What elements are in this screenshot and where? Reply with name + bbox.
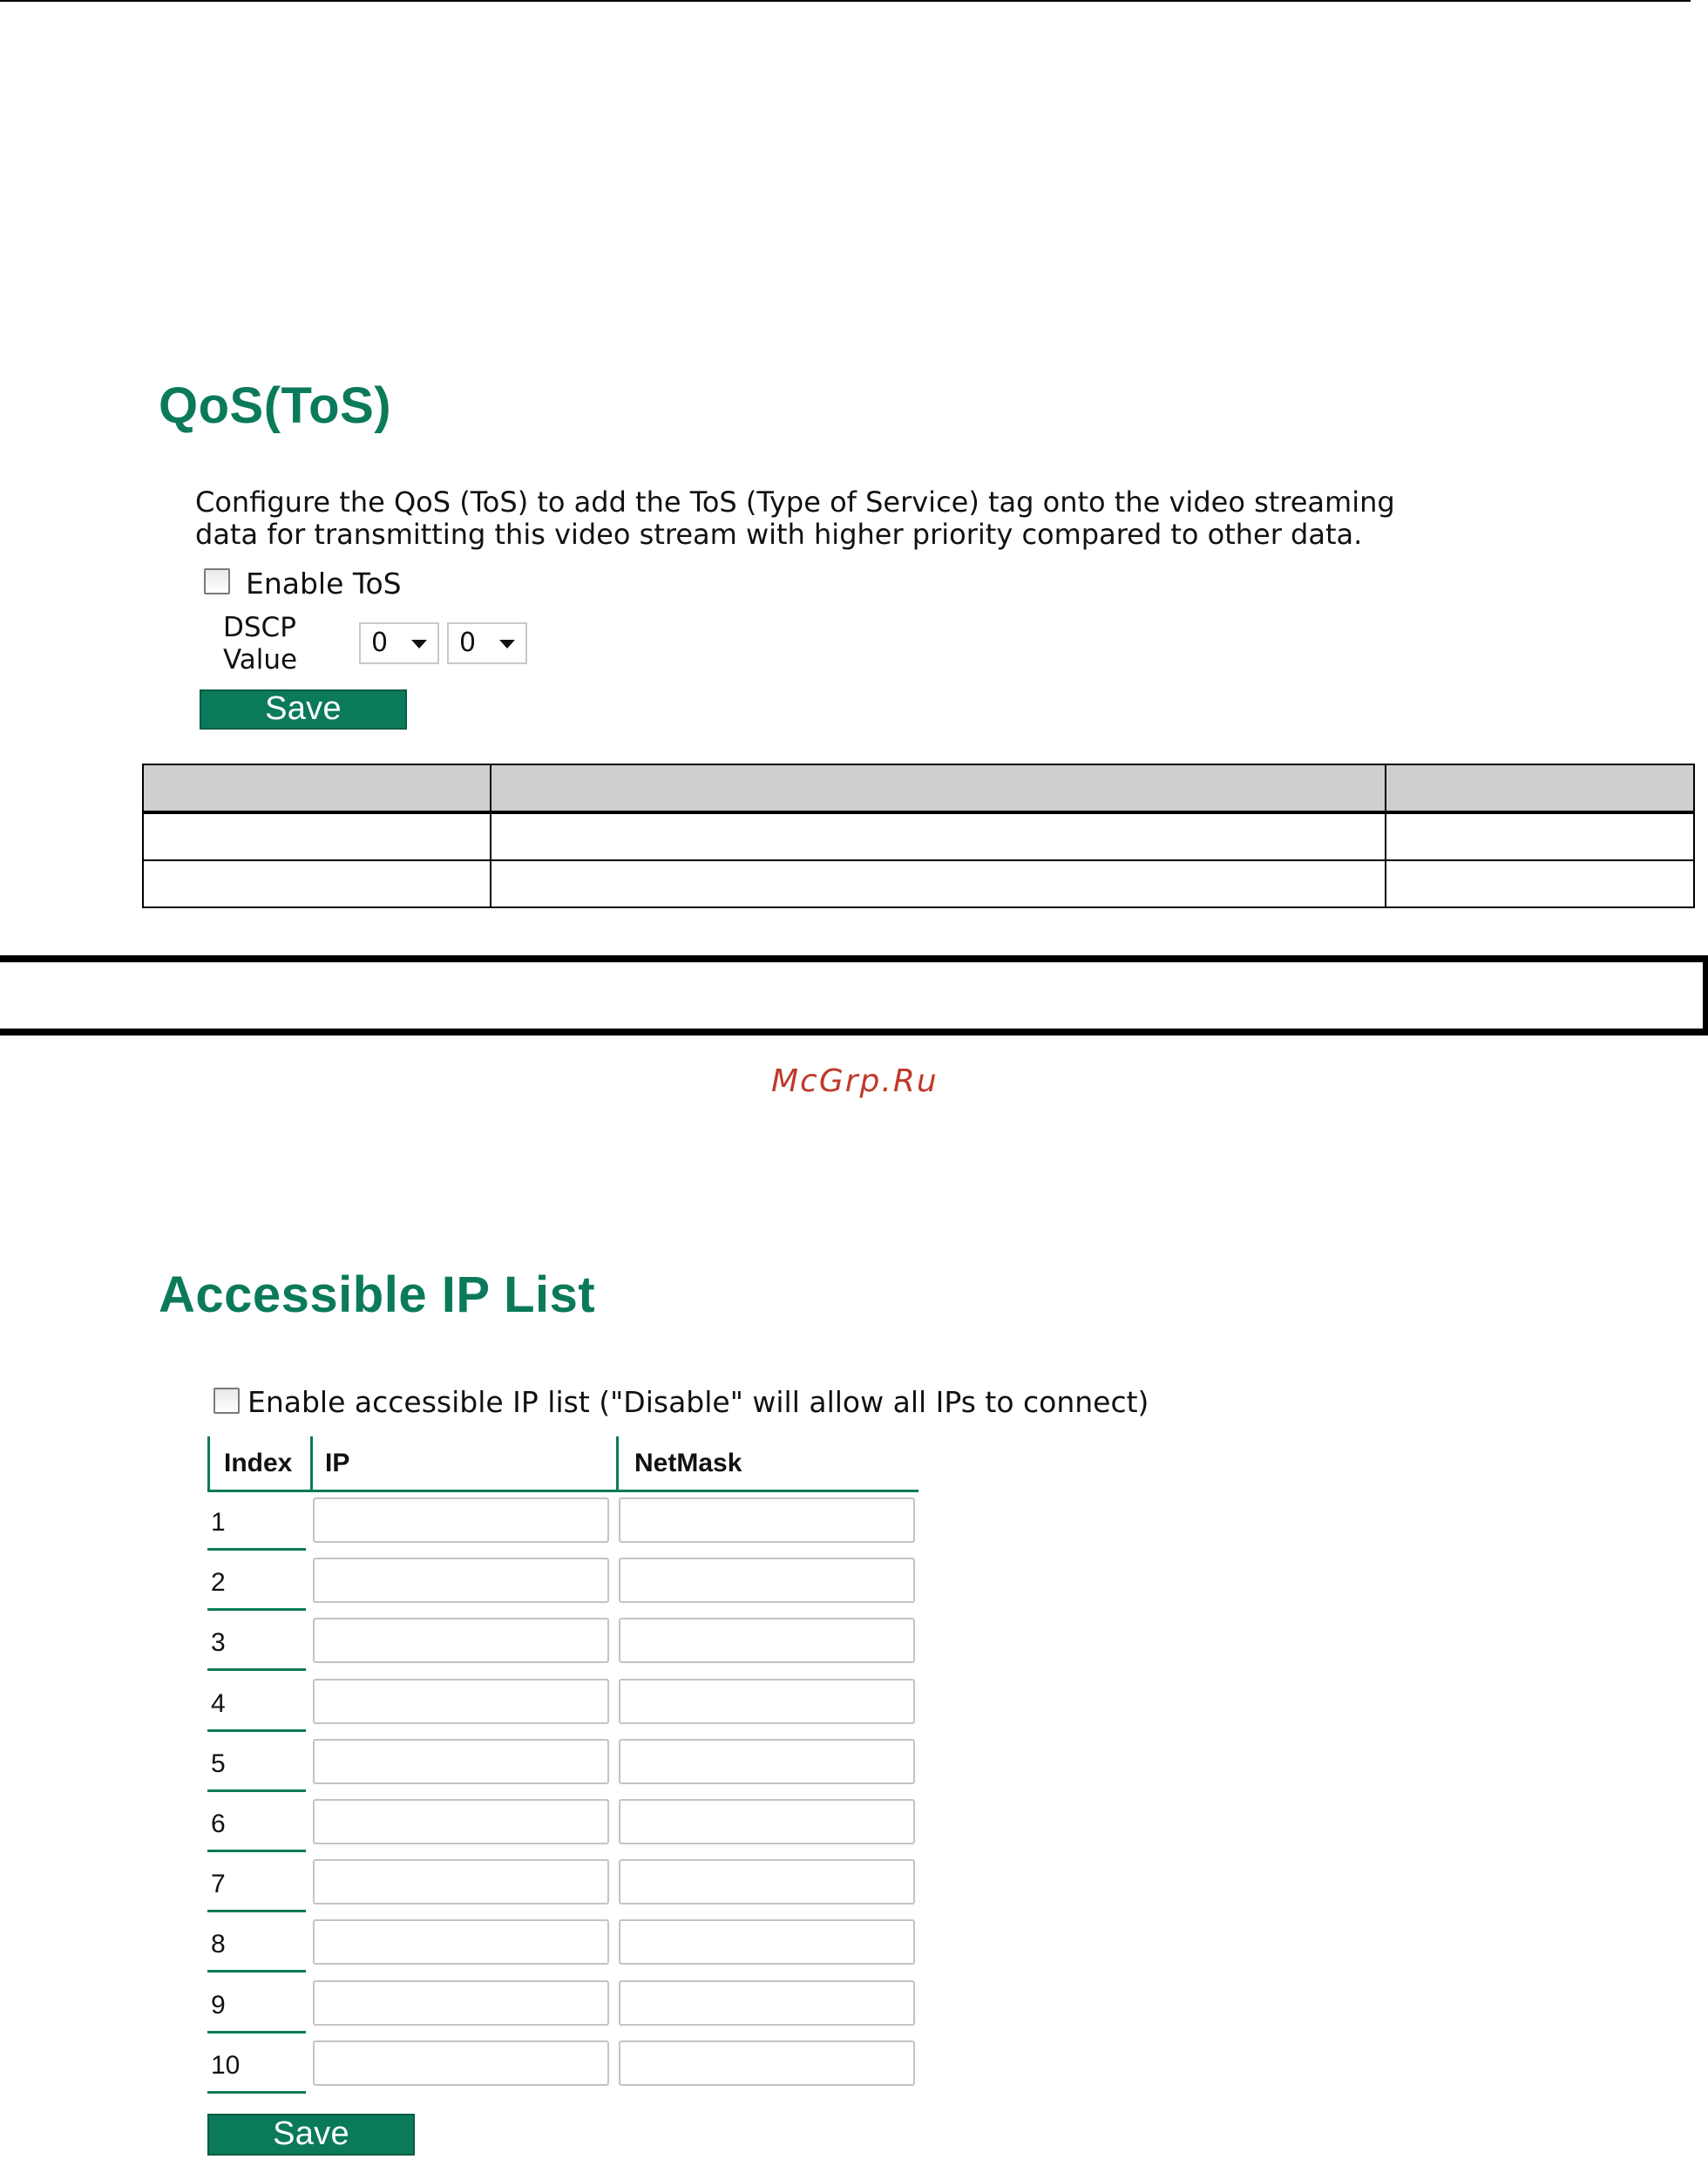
page-top-rule bbox=[0, 0, 1691, 2]
ip-row-index-underline bbox=[207, 1608, 306, 1611]
ip-field[interactable] bbox=[313, 2040, 609, 2086]
ip-field[interactable] bbox=[313, 1679, 609, 1724]
ip-row-index: 4 bbox=[211, 1689, 226, 1718]
enable-accessible-ip-checkbox[interactable] bbox=[214, 1388, 240, 1414]
dscp-label-line-2: Value bbox=[223, 644, 298, 676]
netmask-field[interactable] bbox=[619, 1799, 915, 1844]
ip-row-index: 7 bbox=[211, 1870, 226, 1898]
ip-row-index: 9 bbox=[211, 1991, 226, 2020]
dscp-select-2-value: 0 bbox=[459, 628, 477, 658]
dscp-select-2[interactable] bbox=[447, 622, 527, 664]
netmask-column-label: NetMask bbox=[634, 1449, 742, 1477]
index-column-label: Index bbox=[224, 1449, 293, 1477]
netmask-field[interactable] bbox=[619, 1980, 915, 2026]
ip-row-index-underline bbox=[207, 1789, 306, 1792]
netmask-field[interactable] bbox=[619, 1679, 915, 1724]
ip-row-index: 6 bbox=[211, 1810, 226, 1838]
netmask-field[interactable] bbox=[619, 1558, 915, 1603]
enable-accessible-ip-label: Enable accessible IP list ("Disable" will allow all IPs to connect) bbox=[247, 1385, 1149, 1419]
netmask-field[interactable] bbox=[619, 1497, 915, 1543]
chevron-down-icon bbox=[411, 640, 427, 648]
qos-section-title: QoS(ToS) bbox=[159, 377, 392, 434]
netmask-field[interactable] bbox=[619, 1618, 915, 1663]
ip-row-index-underline bbox=[207, 1548, 306, 1551]
ip-row-index-underline bbox=[207, 2091, 306, 2094]
ip-field[interactable] bbox=[313, 1799, 609, 1844]
index-column-header bbox=[207, 1436, 306, 1491]
ip-field[interactable] bbox=[313, 1919, 609, 1965]
ip-row-index-underline bbox=[207, 1970, 306, 1972]
accessible-ip-section-title: Accessible IP List bbox=[159, 1266, 596, 1323]
ip-field[interactable] bbox=[313, 1980, 609, 2026]
dscp-select-1[interactable] bbox=[359, 622, 439, 664]
netmask-column-header bbox=[616, 1436, 918, 1491]
ip-row-index: 3 bbox=[211, 1628, 226, 1657]
ip-field[interactable] bbox=[313, 1739, 609, 1784]
netmask-field[interactable] bbox=[619, 2040, 915, 2086]
enable-tos-checkbox[interactable] bbox=[204, 568, 230, 594]
watermark-text: McGrp.Ru bbox=[771, 1063, 939, 1099]
empty-table bbox=[142, 764, 1695, 908]
ip-row-index: 1 bbox=[211, 1508, 226, 1537]
netmask-field[interactable] bbox=[619, 1739, 915, 1784]
ip-row-index-underline bbox=[207, 1729, 306, 1732]
dscp-label-line-1: DSCP bbox=[223, 612, 296, 643]
accessible-ip-save-button[interactable]: Save bbox=[207, 2114, 415, 2156]
empty-table-row-divider bbox=[142, 859, 1695, 861]
ip-row-index-underline bbox=[207, 2031, 306, 2034]
ip-field[interactable] bbox=[313, 1497, 609, 1543]
ip-row-index: 8 bbox=[211, 1930, 226, 1959]
ip-row-index-underline bbox=[207, 1668, 306, 1671]
qos-save-button[interactable]: Save bbox=[200, 689, 407, 730]
ip-row-index: 2 bbox=[211, 1568, 226, 1597]
boxed-bar bbox=[0, 955, 1708, 1035]
ip-column-header bbox=[310, 1436, 615, 1491]
dscp-select-1-value: 0 bbox=[371, 628, 389, 658]
ip-row-index-underline bbox=[207, 1850, 306, 1852]
ip-column-label: IP bbox=[325, 1449, 350, 1477]
chevron-down-icon bbox=[499, 640, 515, 648]
ip-field[interactable] bbox=[313, 1859, 609, 1905]
header-underline bbox=[207, 1490, 918, 1492]
qos-description-line-2: data for transmitting this video stream with higher priority compared to other data. bbox=[195, 518, 1363, 551]
netmask-field[interactable] bbox=[619, 1859, 915, 1905]
enable-tos-label: Enable ToS bbox=[246, 567, 402, 601]
netmask-field[interactable] bbox=[619, 1919, 915, 1965]
dscp-value-label bbox=[223, 612, 297, 676]
ip-row-index-underline bbox=[207, 1910, 306, 1912]
qos-description-line-1: Configure the QoS (ToS) to add the ToS (Type of Service) tag onto the video streaming bbox=[195, 485, 1395, 519]
ip-field[interactable] bbox=[313, 1618, 609, 1663]
ip-row-index: 5 bbox=[211, 1749, 226, 1778]
empty-table-col-divider bbox=[1385, 764, 1386, 908]
empty-table-col-divider bbox=[490, 764, 491, 908]
ip-row-index: 10 bbox=[211, 2051, 241, 2080]
empty-table-row-divider bbox=[142, 812, 1695, 814]
ip-field[interactable] bbox=[313, 1558, 609, 1603]
